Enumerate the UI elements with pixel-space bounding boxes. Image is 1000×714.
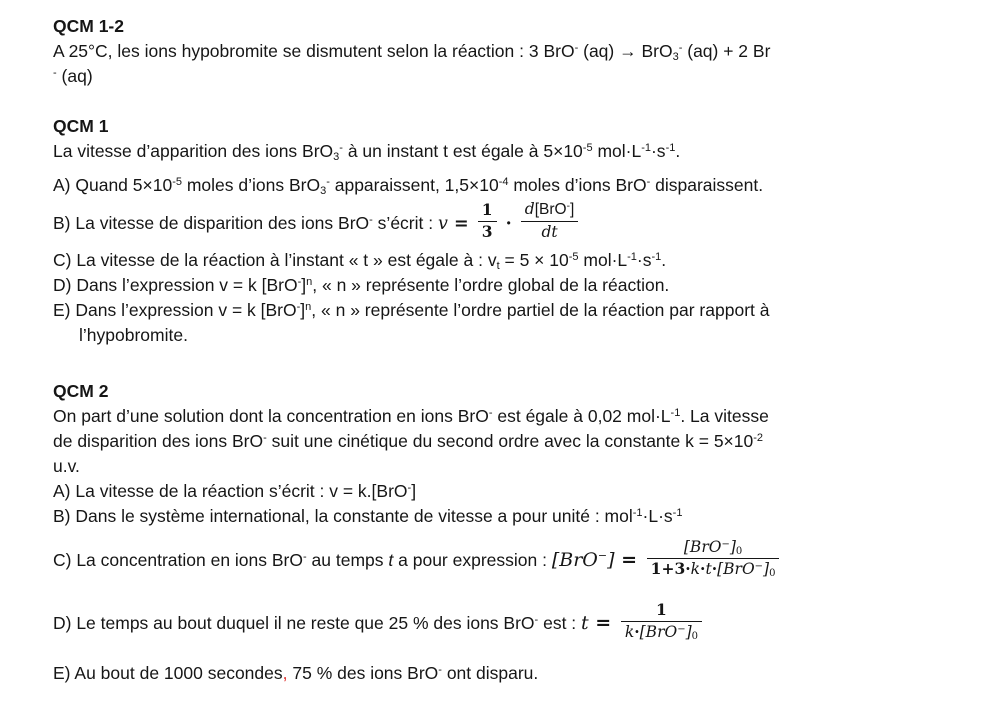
superscript-text: - [296, 301, 301, 313]
text-run: v [437, 214, 448, 234]
text-run: ont disparu. [441, 663, 539, 683]
text-line [53, 661, 960, 686]
text-run: ] [301, 275, 307, 295]
text-run: t [705, 559, 712, 578]
math-fraction [478, 200, 497, 243]
text-run: · [711, 558, 718, 578]
text-run: B) La vitesse de disparition des ions BrO [53, 213, 370, 233]
text-run: s’écrit : [372, 213, 438, 233]
text-run: k [690, 559, 701, 578]
text-line [53, 64, 960, 89]
superscript-text: - [53, 67, 57, 79]
formula-line [53, 529, 960, 592]
fraction-denominator [647, 559, 780, 580]
text-run: a pour expression : [393, 550, 552, 570]
text-run: = [447, 214, 475, 234]
text-run: ] [763, 559, 770, 578]
text-run: ·L·s [642, 506, 673, 526]
text-line [53, 248, 960, 273]
superscript-text: -5 [582, 142, 593, 154]
text-run: de disparition des ions BrO [53, 431, 264, 451]
qcm-1-heading [53, 114, 960, 139]
fraction-numerator [621, 600, 702, 622]
fraction-denominator [521, 222, 579, 243]
text-run: u.v. [53, 456, 80, 476]
subscript-text: 3 [672, 51, 679, 63]
text-run: . [675, 141, 681, 161]
text-run: , « n » représente l’ordre partiel de la réaction par rapport à [311, 300, 770, 320]
text-line [53, 429, 960, 454]
text-line [53, 173, 960, 198]
text-run: mol·L [592, 141, 642, 161]
superscript-text: -1 [641, 142, 651, 154]
text-run: A) Quand 5×10 [53, 175, 173, 195]
text-run: 1+3 [650, 558, 686, 578]
superscript-text: - [407, 482, 412, 494]
superscript-text: -1 [627, 251, 637, 263]
math-fraction [647, 537, 780, 580]
text-run: QCM 1-2 [53, 16, 124, 36]
text-line [53, 39, 960, 64]
superscript-text: - [326, 176, 330, 188]
text-run: [BrO [551, 549, 598, 571]
superscript-text: - [678, 42, 683, 54]
superscript-text: - [297, 276, 302, 288]
text-run: d [524, 200, 535, 219]
text-run: est : [538, 613, 582, 633]
text-run: [BrO [534, 201, 567, 219]
superscript-text: -1 [651, 251, 662, 263]
text-run: (aq) + 2 Br [682, 41, 771, 61]
superscript-text: -5 [172, 176, 182, 188]
fraction-numerator [647, 537, 780, 559]
superscript-text: - [574, 42, 579, 54]
text-run: D) Dans l’expression v = k [BrO [53, 275, 298, 295]
math-fraction [621, 600, 702, 643]
superscript-text: -1 [632, 507, 643, 519]
fraction-denominator [478, 222, 497, 243]
text-line [53, 273, 960, 298]
text-run: (aq) [56, 66, 93, 86]
subscript-text: 0 [735, 545, 743, 557]
text-run: t [581, 612, 589, 634]
text-run: dt [541, 223, 558, 242]
superscript-text: -2 [753, 432, 764, 444]
superscript-text: - [646, 176, 651, 188]
qcm-2-heading [53, 379, 960, 404]
qcm-1-2-heading [53, 14, 960, 39]
text-run: apparaissent, 1,5×10 [329, 175, 499, 195]
text-run: = [588, 612, 618, 634]
text-run: QCM 1 [53, 116, 109, 136]
text-run: La vitesse d’apparition des ions BrO [53, 141, 334, 161]
text-run: mol·L [578, 250, 628, 270]
text-line [53, 298, 960, 323]
superscript-text: − [597, 549, 608, 562]
text-run: · [685, 558, 691, 578]
text-run: C) La concentration en ions BrO [53, 550, 303, 570]
superscript-text: - [369, 214, 373, 226]
superscript-text: − [721, 538, 730, 550]
text-run: 75 % des ions BrO [287, 663, 439, 683]
text-run: · [499, 214, 518, 234]
text-run: , [282, 663, 288, 683]
subscript-text: 0 [769, 567, 776, 579]
superscript-text: -1 [672, 507, 683, 519]
text-line [53, 139, 960, 164]
superscript-text: - [438, 664, 442, 676]
text-run: ] [300, 300, 306, 320]
superscript-text: - [263, 432, 267, 444]
fraction-numerator [521, 199, 579, 222]
text-run: 3 [481, 221, 493, 241]
fraction-numerator [478, 200, 497, 222]
blank-line [53, 348, 960, 373]
superscript-text: n [305, 301, 312, 313]
superscript-text: − [754, 560, 764, 572]
text-run: est égale à 0,02 mol·L [492, 406, 671, 426]
text-run: A 25°C, les ions hypobromite se dismutent selon la réaction : 3 BrO [53, 41, 575, 61]
subscript-text: t [496, 260, 500, 272]
superscript-text: − [677, 623, 686, 635]
superscript-text: -5 [568, 251, 579, 263]
superscript-text: n [306, 276, 313, 288]
superscript-text: - [488, 407, 493, 419]
text-line [53, 323, 960, 348]
text-run: QCM 2 [53, 381, 109, 401]
text-run: B) Dans le système international, la constante de vitesse a pour unité : mol [53, 506, 633, 526]
subscript-text: 0 [691, 630, 699, 642]
text-run: · [700, 558, 706, 578]
text-run: 1 [481, 199, 493, 219]
superscript-text: - [303, 551, 307, 563]
text-run: k [624, 622, 635, 641]
text-run: D) Le temps au bout duquel il ne reste que 25 % des ions BrO [53, 613, 535, 633]
text-line [53, 504, 960, 529]
text-run: E) Au bout de 1000 secondes [53, 663, 283, 683]
text-run: disparaissent. [650, 175, 764, 195]
superscript-text: - [534, 614, 539, 626]
superscript-text: - [339, 142, 343, 154]
text-run: ·s [650, 141, 666, 161]
text-run: . La vitesse [680, 406, 769, 426]
formula-line [53, 592, 960, 655]
text-run: · [634, 621, 640, 641]
text-run: suit une cinétique du second ordre avec la constante k = 5×10 [266, 431, 754, 451]
blank-line [53, 164, 960, 173]
math-fraction [521, 199, 579, 243]
superscript-text: -4 [498, 176, 509, 188]
fraction-denominator [621, 622, 702, 643]
text-run: ] [411, 481, 417, 501]
text-run: l’hypobromite. [79, 325, 188, 345]
text-run: ] [729, 537, 736, 556]
text-run: ] [685, 622, 692, 641]
superscript-text: - [566, 201, 570, 213]
text-run: ·s [636, 250, 652, 270]
text-run: [BrO [639, 622, 678, 641]
text-run: . [661, 250, 667, 270]
text-run: , « n » représente l’ordre global de la réaction. [312, 275, 670, 295]
superscript-text: -1 [665, 142, 676, 154]
subscript-text: 3 [333, 151, 340, 163]
text-run: [BrO [683, 537, 722, 556]
text-run: moles d’ions BrO [181, 175, 321, 195]
text-run: ] [607, 549, 615, 571]
text-run: ] [570, 201, 575, 219]
text-run: On part d’une solution dont la concentration en ions BrO [53, 406, 489, 426]
text-line [53, 454, 960, 479]
blank-line [53, 89, 960, 114]
text-run: A) La vitesse de la réaction s’écrit : v = k.[BrO [53, 481, 408, 501]
text-run: = 5 × 10 [499, 250, 569, 270]
subscript-text: 3 [320, 185, 327, 197]
text-run: C) La vitesse de la réaction à l’instant « t » est égale à : v [53, 250, 497, 270]
text-run: E) Dans l’expression v = k [BrO [53, 300, 297, 320]
text-run: 1 [656, 599, 667, 619]
text-run: [BrO [717, 559, 755, 578]
formula-line [53, 198, 960, 248]
text-run: = [614, 549, 644, 571]
superscript-text: -1 [670, 407, 681, 419]
text-run: à un instant t est égale à 5×10 [342, 141, 583, 161]
text-line [53, 404, 960, 429]
text-run: moles d’ions BrO [508, 175, 647, 195]
text-line [53, 479, 960, 504]
text-run: au temps [306, 550, 389, 570]
text-run: t [388, 550, 394, 570]
text-run: (aq) → BrO [578, 41, 673, 61]
